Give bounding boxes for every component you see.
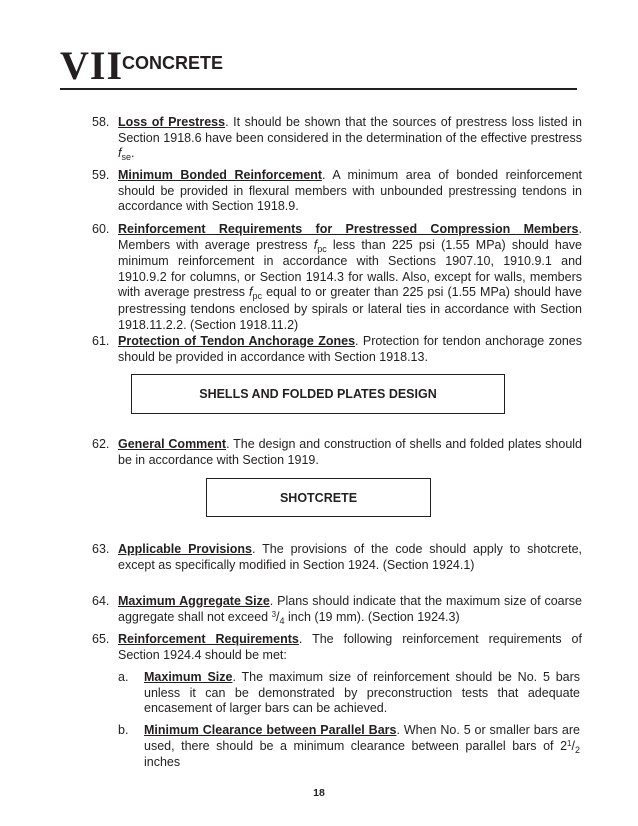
list-item-63 (92, 542, 582, 573)
chapter-title: CONCRETE (122, 53, 224, 73)
item-number: 64. (92, 594, 110, 608)
item-text: . A minimum area of bonded reinforcement should be provided in flexural members with unbounded prestressing tendons in accordance with Section 1918.9. (118, 168, 582, 214)
item-text: . Protection for tendon anchorage zones should be provided in accordance with Section 1918.13. (118, 334, 583, 364)
item-number: 65. (92, 632, 110, 646)
item-number: 63. (92, 542, 110, 556)
sub-item-letter: a. (118, 670, 129, 684)
section-heading-shotcrete: SHOTCRETE (206, 478, 431, 517)
item-body (118, 437, 582, 468)
variable-f: f (118, 146, 122, 161)
item-text-end: . (131, 146, 135, 161)
page-number: 18 (313, 787, 325, 799)
sub-item-text: . The maximum size of reinforcement should be No. 5 bars unless it can be demonstrated by preconstruction tests that adequate encasement of larger bars can be achieved. (144, 670, 581, 716)
variable-f: f (313, 237, 318, 252)
item-number: 62. (92, 437, 110, 451)
fraction-numerator: 1 (567, 738, 572, 748)
item-text: . Members with average prestress (118, 222, 582, 252)
item-title: Minimum Bonded Reinforcement (118, 168, 322, 182)
item-body (118, 115, 582, 163)
item-title: Protection of Tendon Anchorage Zones (118, 334, 356, 348)
item-text: . The provisions of the code should apply to shotcrete, except as specifically modified in Section 1924. (Section 1924.1) (118, 542, 582, 572)
item-body (118, 542, 582, 573)
item-number: 61. (92, 334, 110, 348)
fraction-slash: / (276, 609, 280, 624)
item-text: inch (19 mm). (Section 1924.3) (284, 609, 460, 624)
fraction-numerator: 3 (271, 609, 277, 619)
item-number: 59. (92, 168, 110, 182)
list-item-65 (92, 632, 582, 663)
item-title: Maximum Aggregate Size (118, 594, 270, 608)
item-title: General Comment (118, 437, 227, 451)
item-number: 58. (92, 115, 110, 129)
chapter-header (60, 44, 580, 94)
item-text: equal to or greater than 225 psi (1.55 MPa) should have prestressing tendons enclosed by spirals or lateral ties in accordance with Section 1918.11.2.2. (Section 1918.11.2) (118, 285, 582, 332)
item-title: Loss of Prestress (118, 115, 226, 129)
sub-item-65a (118, 670, 580, 717)
item-body (118, 334, 582, 365)
fraction-slash: / (571, 738, 575, 753)
sub-item-text: . When No. 5 or smaller bars are used, there should be a minimum clearance between parallel bars of 2 (144, 723, 581, 753)
item-body (118, 222, 582, 333)
header-rule (60, 88, 577, 90)
variable-subscript: se (121, 152, 131, 163)
list-item-61 (92, 334, 582, 365)
variable-subscript: pc (252, 291, 263, 302)
fraction-denominator: 4 (279, 615, 285, 626)
sub-item-title: Minimum Clearance between Parallel Bars (144, 723, 397, 737)
list-item-58 (92, 115, 582, 163)
sub-item-title: Maximum Size (144, 670, 233, 684)
sub-item-letter: b. (118, 723, 129, 737)
item-title: Reinforcement Requirements (118, 632, 299, 646)
item-number: 60. (92, 222, 110, 236)
item-body (118, 594, 582, 626)
variable-subscript: pc (317, 243, 327, 254)
item-text: . The following reinforcement requirements of Section 1924.4 should be met: (118, 632, 582, 662)
item-text: less than 225 psi (1.55 MPa) should have minimum reinforcement in accordance with Sections 1907.10, 1910.9.1 and 1910.9.2 for columns, or Section 1914.3 for walls. Also, except for walls, members with average prestress (118, 237, 582, 300)
item-text: . Plans should indicate that the maximum size of coarse aggregate shall not exceed (118, 594, 583, 624)
sub-item-body (144, 670, 580, 717)
variable-f: f (249, 285, 253, 300)
list-item-60 (92, 222, 582, 333)
item-title: Reinforcement Requirements for Prestressed Compression Members (118, 222, 579, 236)
item-body (118, 632, 582, 663)
section-heading-shells: SHELLS AND FOLDED PLATES DESIGN (131, 374, 505, 414)
sub-item-body (144, 723, 580, 771)
list-item-59 (92, 168, 582, 215)
chapter-number: VII (60, 43, 124, 88)
item-body (118, 168, 582, 215)
item-text: . It should be shown that the sources of prestress loss listed in Section 1918.6 have been considered in the determination of the effective prestress (118, 115, 582, 145)
item-title: Applicable Provisions (118, 542, 253, 556)
item-text: . The design and construction of shells and folded plates should be in accordance with Section 1919. (118, 437, 582, 467)
list-item-62 (92, 437, 582, 468)
sub-item-65b (118, 723, 580, 771)
sub-item-text: inches (144, 755, 181, 770)
list-item-64 (92, 594, 582, 626)
fraction-denominator: 2 (574, 744, 580, 755)
